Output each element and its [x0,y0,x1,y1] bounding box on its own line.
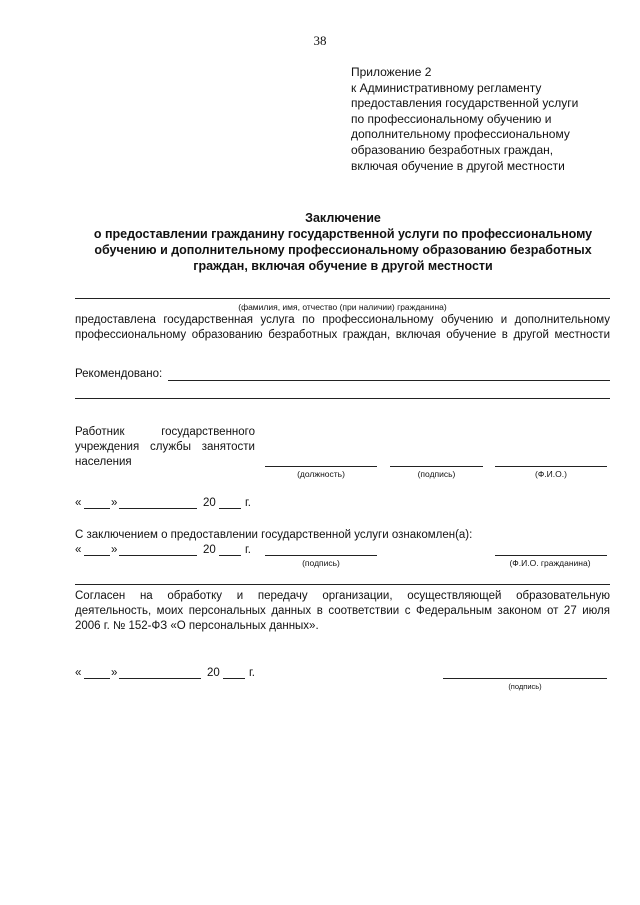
appendix-line: образованию безработных граждан, [351,142,554,157]
date-open-quote: « [75,544,82,556]
appendix-line: включая обучение в другой местности [351,158,565,173]
date-close-quote: » [111,544,118,556]
appendix-line: дополнительному профессиональному [351,127,570,142]
citizen-text-line1: предоставлена государственная услуга по профессиональному обучению и дополнительному [75,314,610,326]
date-year-suffix: г. [249,667,255,679]
consent-text-line1: Согласен на обработку и передачу организации, осуществляющей образовательную [75,590,610,602]
title-line: обучению и дополнительному профессиональному образованию безработных [94,243,592,257]
employee-signature-caption: (подпись) [417,469,456,479]
consent-signature-field[interactable] [443,678,607,679]
employee-position-field[interactable] [265,466,377,467]
employee-name-field[interactable] [495,466,607,467]
appendix-line: предоставления государственной услуги [351,96,579,111]
date-year-suffix: г. [245,544,251,556]
acquainted-name-caption: (Ф.И.О. гражданина) [509,558,591,568]
appendix-line: по профессиональному обучению и [351,111,552,126]
title-line: о предоставлении гражданину государственной услуги по профессиональному [93,227,593,241]
citizen-name-field[interactable] [75,298,610,299]
acquainted-name-field[interactable] [495,555,607,556]
date-year-prefix: 20 [203,497,216,509]
acquainted-text: С заключением о предоставлении государственной услуги ознакомлен(а): [75,529,473,541]
appendix-line: к Административному регламенту [351,80,542,95]
recommended-field[interactable] [168,380,610,381]
appendix-block [351,65,621,174]
recommended-field-extra[interactable] [75,398,610,399]
consent-signature-caption: (подпись) [508,682,542,691]
acquainted-signature-caption: (подпись) [302,558,340,568]
consent-text-line2: деятельность, моих персональных данных в соответствии с Федеральным законом от 27 июля [75,605,610,617]
date-month-field[interactable] [119,508,197,509]
citizen-text-line2: профессиональному образованию безработных граждан, включая обучение в другой местности [75,329,610,341]
page-number: 38 [313,33,327,48]
title-heading: Заключение [305,211,381,225]
employee-text-line3: населения [75,456,132,468]
citizen-name-caption: (фамилия, имя, отчество (при наличии) гражданина) [238,302,447,312]
date-year-field[interactable] [219,555,241,556]
title-line: граждан, включая обучение в другой местности [193,259,493,273]
date-month-field[interactable] [119,678,201,679]
appendix-line: Приложение 2 [351,65,432,79]
date-year-suffix: г. [245,497,251,509]
date-open-quote: « [75,667,82,679]
employee-name-caption: (Ф.И.О.) [535,469,567,479]
date-open-quote: « [75,497,82,509]
employee-text-line2: учреждения службы занятости [75,441,255,453]
acquainted-signature-field[interactable] [265,555,377,556]
employee-text-line1: Работник государственного [75,426,255,438]
date-year-field[interactable] [219,508,241,509]
date-day-field[interactable] [84,508,110,509]
section-divider [75,584,610,585]
consent-text-line3: 2006 г. № 152-ФЗ «О персональных данных». [75,620,319,632]
recommended-label: Рекомендовано: [75,368,163,380]
date-day-field[interactable] [84,678,110,679]
date-year-prefix: 20 [203,544,216,556]
employee-signature-field[interactable] [390,466,483,467]
date-day-field[interactable] [84,555,110,556]
employee-position-caption: (должность) [297,469,345,479]
date-year-field[interactable] [223,678,245,679]
document-title [70,210,616,274]
date-close-quote: » [111,667,118,679]
date-year-prefix: 20 [207,667,220,679]
date-close-quote: » [111,497,118,509]
date-month-field[interactable] [119,555,197,556]
